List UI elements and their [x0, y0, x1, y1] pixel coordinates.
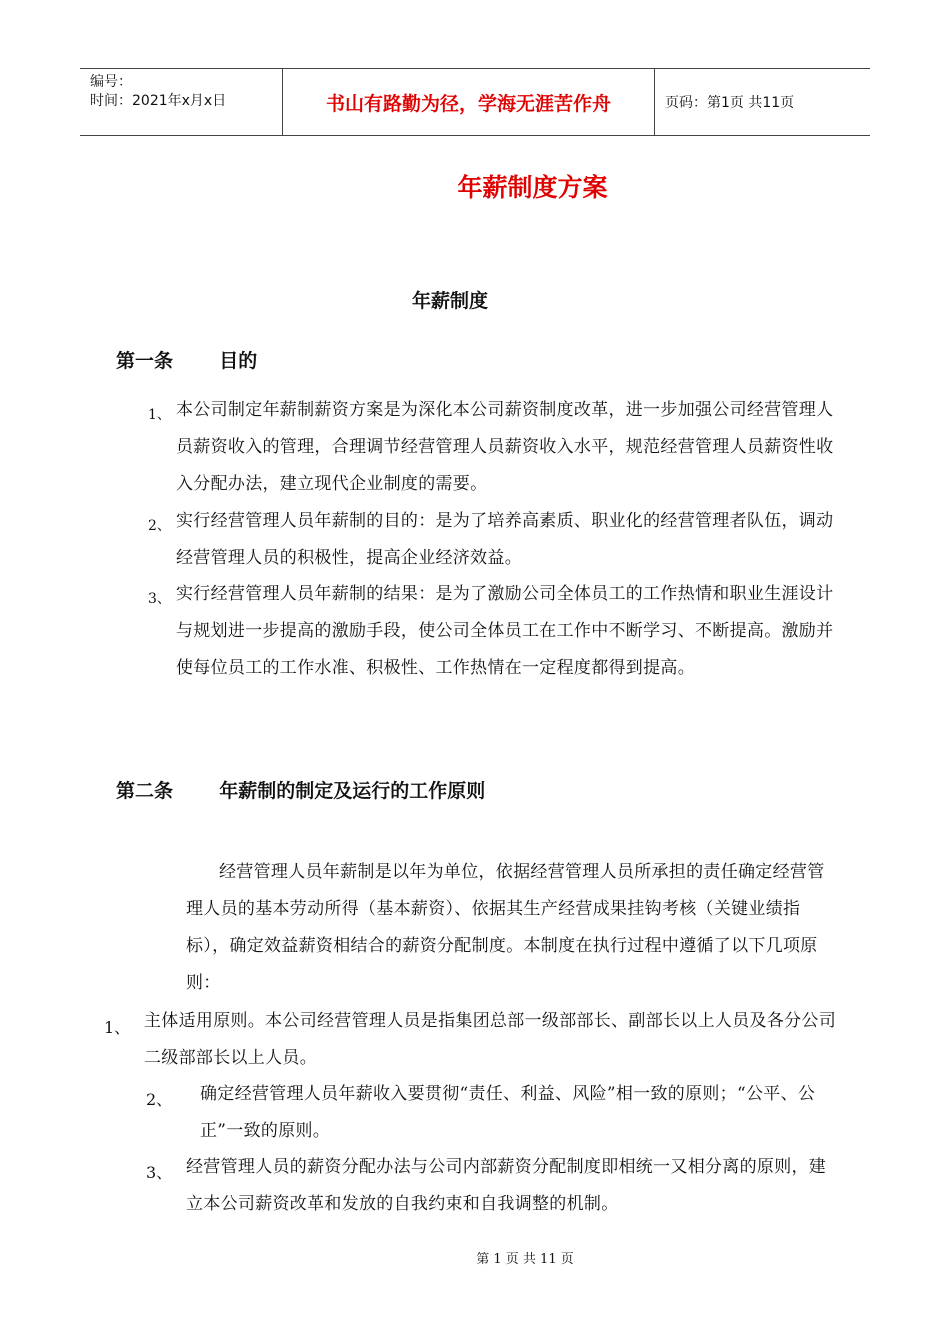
section-2-item-3: 经营管理人员的薪资分配办法与公司内部薪资分配制度即相统一又相分离的原则，建立本公司薪资改革和发放的自我约束和自我调整的机制。	[186, 1157, 827, 1214]
document-subtitle: 年薪制度	[411, 290, 488, 312]
section-2-heading: 第二条 年薪制的制定及运行的工作原则	[116, 780, 486, 802]
section-2-item-1: 主体适用原则。本公司经营管理人员是指集团总部一级部部长、副部长以上人员及各分公司二级部部长以上人员。	[144, 1011, 836, 1068]
item-number: 1、	[104, 1018, 131, 1037]
section-1-item-3: 实行经营管理人员年薪制的结果：是为了激励公司全体员工的工作热情和职业生涯设计与规划进一步提高的激励手段，使公司全体员工在工作中不断学习、不断提高。激励并使每位员工的工作水准、积极性、工作热情在一定程度都得到提高。	[176, 584, 834, 678]
header-page-info: 页码：第1页 共11页	[665, 95, 795, 111]
document-title: 年薪制度方案	[457, 173, 608, 202]
page-header	[80, 68, 870, 136]
section-2-intro: 经营管理人员年薪制是以年为单位，依据经营管理人员所承担的责任确定经营管理人员的基本劳动所得（基本薪资）、依据其生产经营成果挂钩考核（关键业绩指标），确定效益薪资相结合的薪资分配制度。本制度在执行过程中遵循了以下几项原则：	[186, 862, 825, 993]
item-number: 2、	[148, 518, 171, 534]
item-number: 3、	[146, 1163, 173, 1182]
section-1-heading: 第一条 目的	[116, 350, 258, 372]
time-label: 时间：2021年x月x日	[90, 93, 227, 109]
item-number: 3、	[148, 591, 171, 607]
item-number: 1、	[148, 407, 171, 423]
header-meta	[80, 69, 282, 135]
page-footer: 第 1 页 共 11 页	[476, 1252, 574, 1267]
section-2-item-2: 确定经营管理人员年薪收入要贯彻“责任、利益、风险”相一致的原则；“公平、公正”一致的原则。	[200, 1084, 816, 1141]
code-label: 编号：	[90, 74, 132, 90]
section-1-item-1: 本公司制定年薪制薪资方案是为深化本公司薪资制度改革，进一步加强公司经营管理人员薪资收入的管理，合理调节经营管理人员薪资收入水平，规范经营管理人员薪资性收入分配办法，建立现代企业制度的需要。	[176, 400, 834, 494]
header-motto: 书山有路勤为径，学海无涯苦作舟	[282, 69, 655, 135]
item-number: 2、	[146, 1090, 173, 1109]
section-1-item-2: 实行经营管理人员年薪制的目的：是为了培养高素质、职业化的经营管理者队伍，调动经营管理人员的积极性，提高企业经济效益。	[176, 511, 834, 568]
